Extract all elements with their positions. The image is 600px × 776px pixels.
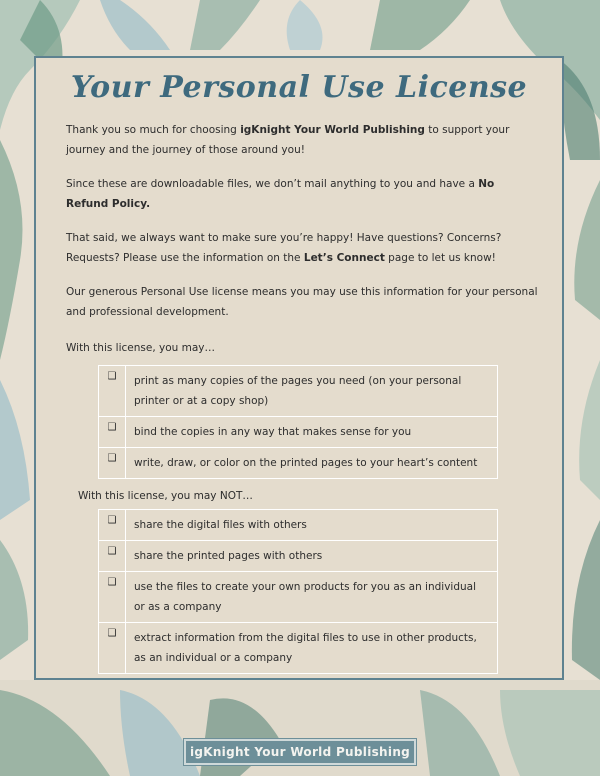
license-panel <box>34 56 564 680</box>
checkbox-icon[interactable]: ❑ <box>99 623 126 674</box>
list-item-text: print as many copies of the pages you need (on your personal printer or at a copy shop) <box>126 366 498 417</box>
refund-policy-text: No Refund Policy. <box>66 178 495 210</box>
list-item-text: extract information from the digital files to use in other products, as an individual or a company <box>126 623 498 674</box>
publisher-footer-banner: igKnight Your World Publishing <box>184 739 416 765</box>
list-item <box>99 623 498 674</box>
intro-paragraph <box>66 120 538 160</box>
contact-paragraph <box>66 228 538 268</box>
checkbox-icon[interactable]: ❑ <box>99 572 126 623</box>
list-item-text: share the printed pages with others <box>126 541 498 572</box>
lets-connect-text: Let’s Connect <box>303 252 385 264</box>
checkbox-icon[interactable]: ❑ <box>99 510 126 541</box>
list-item <box>99 510 498 541</box>
text: That said, we always want to make sure you’re happy! Have questions? Concerns? Requests? Please use the information on the <box>66 232 502 264</box>
text: Since these are downloadable files, we don’t mail anything to you and have a <box>66 178 479 190</box>
list-item <box>99 366 498 417</box>
list-item <box>99 541 498 572</box>
list-item-text: bind the copies in any way that makes sense for you <box>126 417 498 448</box>
publisher-name: igKnight Your World Publishing <box>240 124 425 136</box>
text: page to let us know! <box>384 252 496 264</box>
list-item-text: use the files to create your own products for you as an individual or as a company <box>126 572 498 623</box>
license-paragraph: Our generous Personal Use license means you may use this information for your personal and professional development. <box>66 286 538 318</box>
text: Thank you so much for choosing <box>66 124 241 136</box>
list-item <box>99 572 498 623</box>
page-title: Your Personal Use License <box>70 70 528 105</box>
checkbox-icon[interactable]: ❑ <box>99 448 126 479</box>
list-item-text: share the digital files with others <box>126 510 498 541</box>
checkbox-icon[interactable]: ❑ <box>99 541 126 572</box>
checkbox-icon[interactable]: ❑ <box>99 366 126 417</box>
list-item <box>99 417 498 448</box>
may-list <box>98 365 498 479</box>
checkbox-icon[interactable]: ❑ <box>99 417 126 448</box>
may-heading: With this license, you may… <box>66 342 216 354</box>
text: to support your journey and the journey of those around you! <box>66 124 510 156</box>
refund-paragraph <box>66 174 538 214</box>
list-item <box>99 448 498 479</box>
may-not-list <box>98 509 498 674</box>
may-not-heading: With this license, you may NOT… <box>78 490 253 502</box>
list-item-text: write, draw, or color on the printed pages to your heart’s content <box>126 448 498 479</box>
